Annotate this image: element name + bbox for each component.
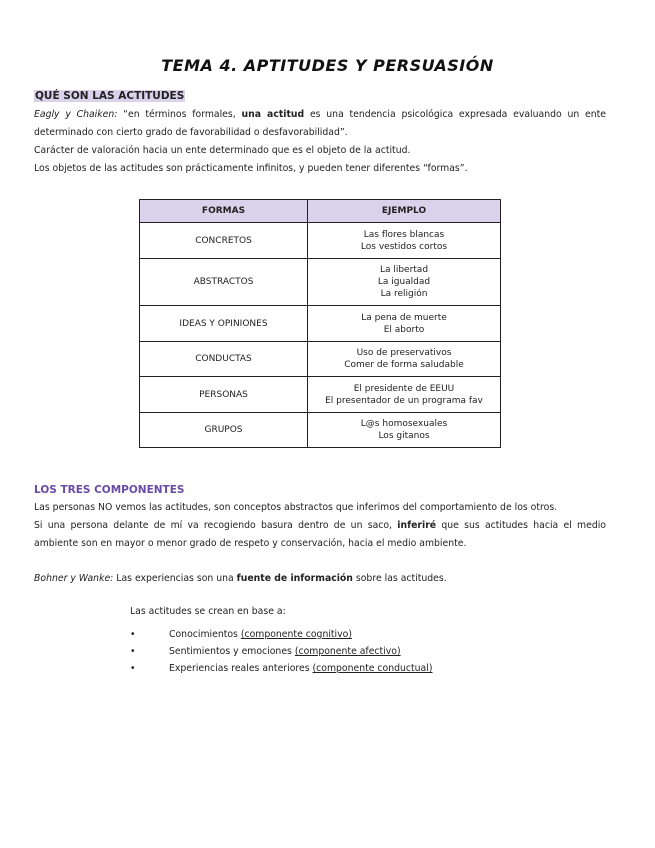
table-row: [140, 413, 501, 448]
cell-forma: GRUPOS: [140, 413, 308, 448]
page-title: TEMA 4. APTITUDES Y PERSUASIÓN: [161, 56, 494, 75]
cell-ejemplo: [308, 259, 501, 306]
table-row: [140, 223, 501, 259]
cell-ejemplo: [308, 223, 501, 259]
example-line: La igualdad: [377, 277, 431, 287]
list-item: [130, 660, 432, 677]
text-run: Las experiencias son una: [113, 573, 237, 584]
text-run: Si una persona delante de mí va recogiendo basura dentro de un saco,: [34, 520, 398, 531]
cell-forma: IDEAS Y OPINIONES: [140, 306, 308, 342]
bold-text: una actitud: [241, 109, 305, 120]
example-line: La religión: [380, 289, 428, 299]
author-eagly-chaiken: Eagly y Chaiken:: [34, 109, 118, 120]
section-heading-actitudes: QUÉ SON LAS ACTITUDES: [35, 90, 185, 102]
example-line: La libertad: [379, 265, 429, 275]
list-intro: Las actitudes se crean en base a:: [130, 606, 286, 617]
table-header-row: [140, 200, 501, 223]
item-text: Experiencias reales anteriores: [169, 663, 313, 674]
bullet-icon: •: [130, 629, 136, 640]
text-run: es una tendencia psicológica expresada evaluando un ente determinado con cierto grado de favorabilidad o desfavorabilidad”.: [34, 109, 607, 138]
item-component: (componente conductual): [312, 663, 433, 674]
header-formas: FORMAS: [140, 200, 308, 223]
paragraph-valoracion: Carácter de valoración hacia un ente determinado que es el objeto de la actitud.: [34, 145, 411, 156]
example-line: L@s homosexuales: [360, 419, 448, 429]
components-list: [130, 626, 432, 677]
item-component: (componente cognitivo): [240, 629, 352, 640]
section-heading-componentes: LOS TRES COMPONENTES: [34, 484, 185, 496]
forms-table: [139, 199, 501, 448]
cell-forma: ABSTRACTOS: [140, 259, 308, 306]
author-bohner-wanke: Bohner y Wanke:: [34, 573, 114, 584]
cell-forma: PERSONAS: [140, 377, 308, 413]
item-text: Conocimientos: [169, 629, 241, 640]
example-line: El presidente de EEUU: [353, 383, 455, 394]
paragraph-inferencia: Las personas NO vemos las actitudes, son conceptos abstractos que inferimos del comportamiento de los otros.: [34, 502, 558, 513]
text-run: sobre las actitudes.: [352, 573, 447, 584]
bullet-icon: •: [130, 663, 136, 674]
item-component: (componente afectivo): [294, 646, 401, 657]
cell-ejemplo: [308, 306, 501, 342]
table-row: [140, 342, 501, 377]
paragraph-ejemplo-basura: [34, 517, 606, 553]
cell-ejemplo: [308, 413, 501, 448]
paragraph-objetos: Los objetos de las actitudes son prácticamente infinitos, y pueden tener diferentes “formas”.: [34, 163, 468, 174]
example-line: Los vestidos cortos: [360, 241, 448, 252]
cell-ejemplo: [308, 342, 501, 377]
cell-forma: CONCRETOS: [140, 223, 308, 259]
example-line: Los gitanos: [378, 431, 430, 441]
item-text: Sentimientos y emociones: [169, 646, 295, 657]
table-row: [140, 377, 501, 413]
bold-text: inferiré: [397, 520, 437, 531]
example-line: Las flores blancas: [363, 229, 445, 240]
cell-ejemplo: [308, 377, 501, 413]
header-ejemplo: EJEMPLO: [308, 200, 501, 223]
paragraph-bohner-wanke: [34, 570, 606, 588]
table-row: [140, 306, 501, 342]
table-row: [140, 259, 501, 306]
text-run: que sus actitudes hacia el medio ambiente son en mayor o menor grado de respeto y conservación, hacia el medio ambiente.: [34, 520, 606, 549]
example-line: El presentador de un programa fav: [325, 395, 483, 406]
paragraph-definition: [34, 106, 606, 142]
bold-text: fuente de información: [236, 573, 353, 584]
cell-forma: CONDUCTAS: [140, 342, 308, 377]
example-line: Uso de preservativos: [356, 348, 452, 358]
bullet-icon: •: [130, 646, 136, 657]
example-line: Comer de forma saludable: [344, 360, 464, 370]
example-line: El aborto: [383, 324, 425, 335]
list-item: [130, 626, 432, 643]
text-run: “en términos formales,: [117, 109, 242, 120]
list-item: [130, 643, 432, 660]
example-line: La pena de muerte: [361, 312, 447, 323]
